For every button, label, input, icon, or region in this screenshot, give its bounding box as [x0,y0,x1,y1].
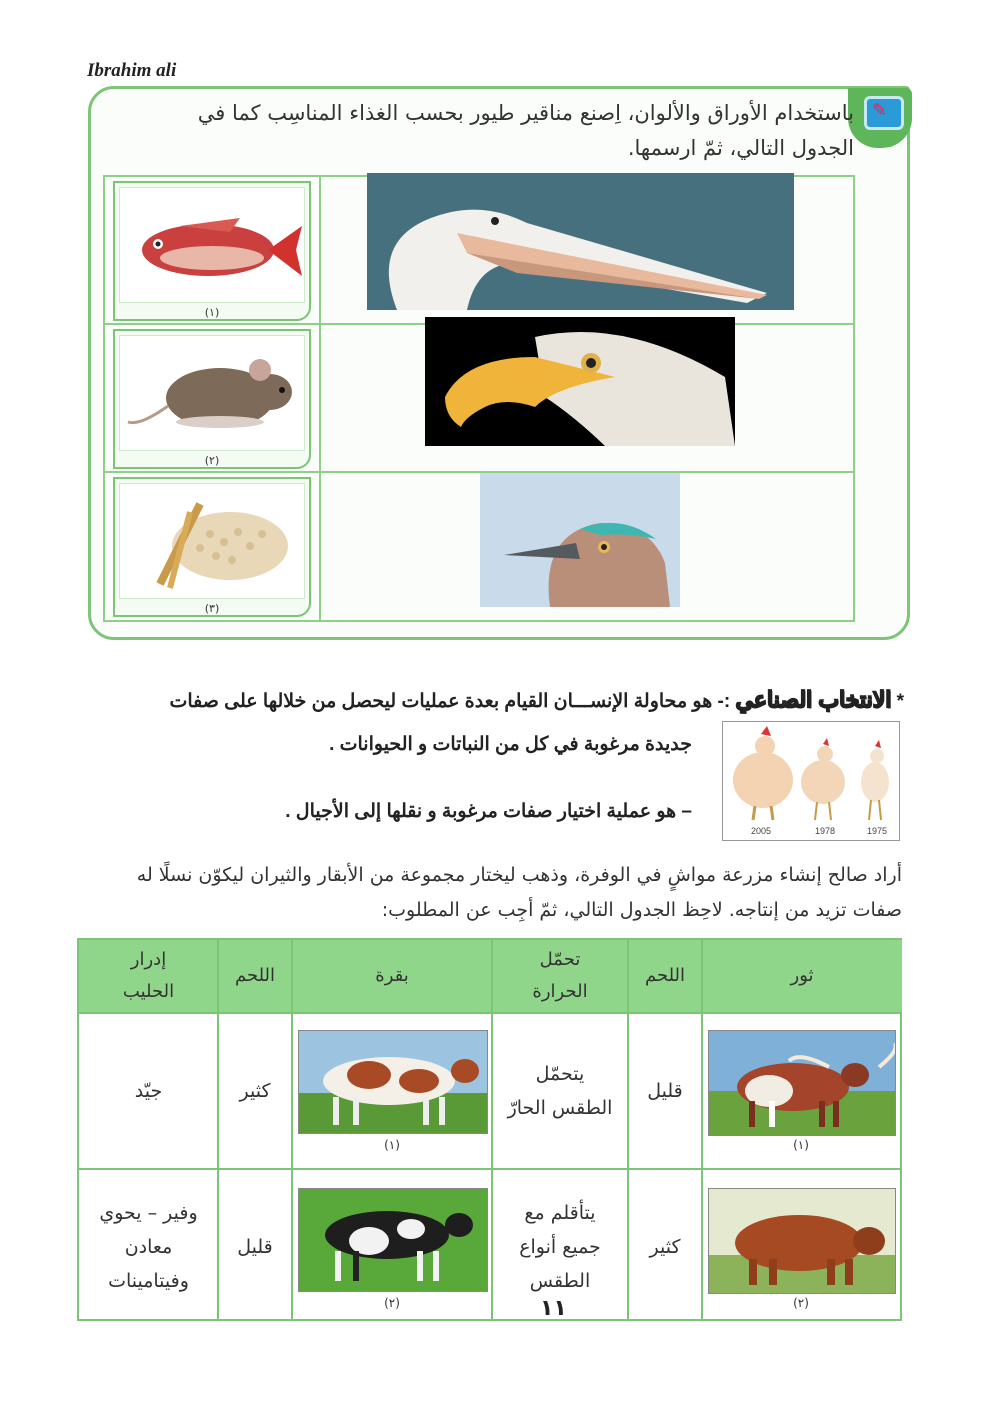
chicken-growth-image [722,721,900,841]
bull-image-1 [708,1030,896,1136]
eagle-beak-icon [425,317,735,446]
heat-tolerance-2: يتأقلم مع جميع أنواع الطقس [519,1201,601,1292]
food-label: (٣) [204,602,220,615]
food-label: (٢) [204,454,220,467]
chicken-year: 1975 [867,826,888,836]
selection-term: الانتخاب الصناعي [735,687,892,712]
bull-label: (١) [793,1138,809,1152]
author-name: Ibrahim ali [87,60,177,81]
selection-def1: :- هو محاولة الإنســـان القيام بعدة عمليات ليحصل من خلالها على صفات [169,691,736,712]
activity-instruction: باستخدام الأوراق والألوان، اِصنع مناقير طيور بحسب الغذاء المناسِب كما في الجدول التالي، ثمّ ارسمها. [197,101,854,160]
bull-meat-2: كثير [649,1235,681,1258]
cow-label: (١) [384,1138,400,1152]
pelican-beak-icon [367,173,794,310]
fish-icon [120,188,308,306]
selection-definition-1 [64,687,904,715]
food-cell-grain [113,477,311,617]
farm-problem-text: أراد صالح إنشاء مزرعة مواشٍ في الوفرة، وذهب ليختار مجموعة من الأبقار والثيران ليكوّن نسلًا له صفات تزيد من إنتاجه. لاحِظ الجدول التالي، ثمّ أجِب عن المطلوب: [136,864,902,921]
cow-meat-2: قليل [237,1235,273,1258]
cow-image-1 [298,1030,488,1134]
header-bull-meat: اللحم [628,940,702,1012]
grain-icon [120,484,308,602]
chicken-year: 2005 [751,826,772,836]
cow-image-2 [298,1188,488,1292]
milk-yield-1: جيّد [134,1080,163,1102]
page-number: ١١ [540,1296,567,1321]
chicken-year: 1978 [815,826,836,836]
header-milk: إدرار الحليب [79,940,218,1012]
cow-label: (٢) [384,1296,400,1310]
roller-bird-beak-icon [480,473,680,607]
mouse-icon [120,336,308,454]
bullet: * [896,691,904,712]
header-bull: ثور [702,940,902,1012]
milk-yield-2: وفير – يحوي معادن وفيتامينات [99,1201,198,1292]
bull-label: (٢) [793,1296,809,1310]
cow-meat-1: كثير [239,1080,271,1102]
header-cow: بقرة [292,940,492,1012]
header-heat: تحمّل الحرارة [492,940,628,1012]
pencil-icon: ✎ [872,100,888,121]
selection-definition-2: – هو عملية اختيار صفات مرغوبة و نقلها إلى الأجيال . [285,801,692,822]
food-cell-mouse [113,329,311,469]
livestock-table [77,938,902,1321]
selection-definition-1-cont: جديدة مرغوبة في كل من النباتات و الحيوانات . [329,734,692,755]
food-label: (١) [204,306,220,319]
food-cell-fish [113,181,311,321]
heat-tolerance-1: يتحمّل الطقس الحارّ [507,1063,613,1119]
bull-meat-1: قليل [647,1080,683,1102]
bull-image-2 [708,1188,896,1294]
header-cow-meat: اللحم [218,940,292,1012]
